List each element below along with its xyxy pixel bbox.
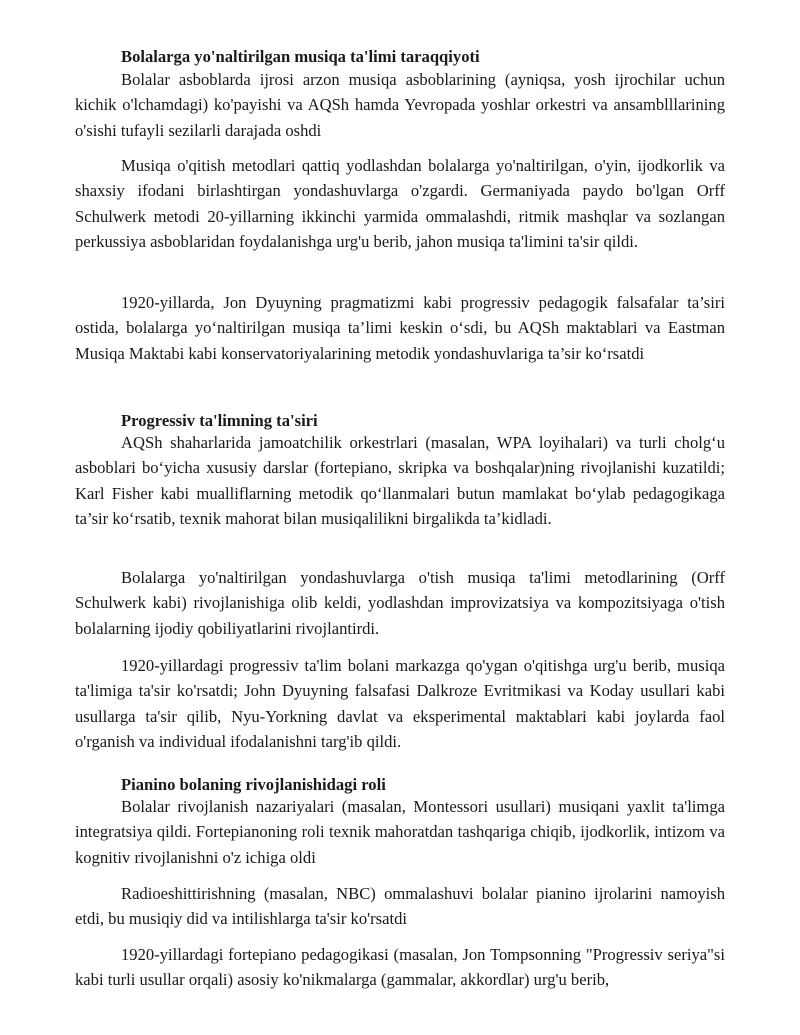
paragraph-1: Bolalar asboblarda ijrosi arzon musiqa asboblarining (ayniqsa, yosh ijrochilar uchun kichik o'lchamdagi) ko'payishi va AQSh hamda Yevropada yoshlar orkestri va ansamblllarining o'sishi tufayli sezilarli darajada oshdi: [75, 70, 725, 140]
paragraph-8: Radioeshittirishning (masalan, NBC) ommalashuvi bolalar pianino ijrolarini namoyish etdi, bu musiqiy did va intilishlarga ta'sir ko'rsatdi: [75, 884, 725, 929]
paragraph-9: 1920-yillardagi fortepiano pedagogikasi (masalan, Jon Tompsonning "Progressiv seriya"si kabi turli usullar orqali) asosiy ko'nikmalarga (gammalar, akkordlar) urg'u berib,: [75, 945, 725, 990]
paragraph-3: 1920-yillarda, Jon Dyuyning pragmatizmi kabi progressiv pedagogik falsafalar ta’siri ostida, bolalarga yo‘naltirilgan musiqa ta’limi keskin o‘sdi, bu AQSh maktablari va Eastman Musiqa Maktabi kabi konservatoriyalarining metodik yondashuvlariga ta’sir ko‘rsatdi: [75, 293, 725, 363]
paragraph-6: 1920-yillardagi progressiv ta'lim bolani markazga qo'ygan o'qitishga urg'u berib, musiqa ta'limiga ta'sir ko'rsatdi; John Dyuyning falsafasi Dalkroze Evritmikasi va Koday usullari kabi usullarga ta'sir qilib, Nyu-Yorkning davlat va eksperimental maktablari kabi joylarda faol o'rganish va individual ifodalanishni targ'ib qildi.: [75, 656, 725, 751]
paragraph-2: Musiqa o'qitish metodlari qattiq yodlashdan bolalarga yo'naltirilgan, o'yin, ijodkorlik va shaxsiy ifodani birlashtirgan yondashuvlarga o'zgardi. Germaniyada paydo bo'lgan Orff Schulwerk metodi 20-yillarning ikkinchi yarmida ommalashdi, ritmik mashqlar va sozlangan perkussiya asboblaridan foydalanishga urg'u berib, jahon musiqa ta'limini ta'sir qildi.: [75, 156, 725, 251]
paragraph-7: Bolalar rivojlanish nazariyalari (masalan, Montessori usullari) musiqani yaxlit ta'limga integratsiya qildi. Fortepianoning roli texnik mahoratdan tashqariga chiqib, ijodkorlik, intizom va kognitiv rivojlanishni o'z ichiga oldi: [75, 797, 725, 867]
section-heading-progressive-education: Progressiv ta'limning ta'siri: [121, 411, 318, 430]
paragraph-4: AQSh shaharlarida jamoatchilik orkestrlari (masalan, WPA loyihalari) va turli cholg‘u asboblari bo‘yicha xususiy darslar (fortepiano, skripka va boshqalar)ning rivojlanishi kuzatildi; Karl Fisher kabi mualliflarning metodik qo‘llanmalari butun mamlakat bo‘ylab pedagogikaga ta’sir ko‘rsatib, texnik mahorat bilan musiqalilikni birgalikda ta’kidladi.: [75, 433, 725, 528]
paragraph-5: Bolalarga yo'naltirilgan yondashuvlarga o'tish musiqa ta'limi metodlarining (Orff Schulwerk kabi) rivojlanishiga olib keldi, yodlashdan improvizatsiya va kompozitsiyaga o'tish bolalarning ijodiy qobiliyatlarini rivojlantirdi.: [75, 568, 725, 638]
section-heading-music-education: Bolalarga yo'naltirilgan musiqa ta'limi taraqqiyoti: [121, 47, 480, 66]
section-heading-piano-role: Pianino bolaning rivojlanishidagi roli: [121, 775, 386, 794]
